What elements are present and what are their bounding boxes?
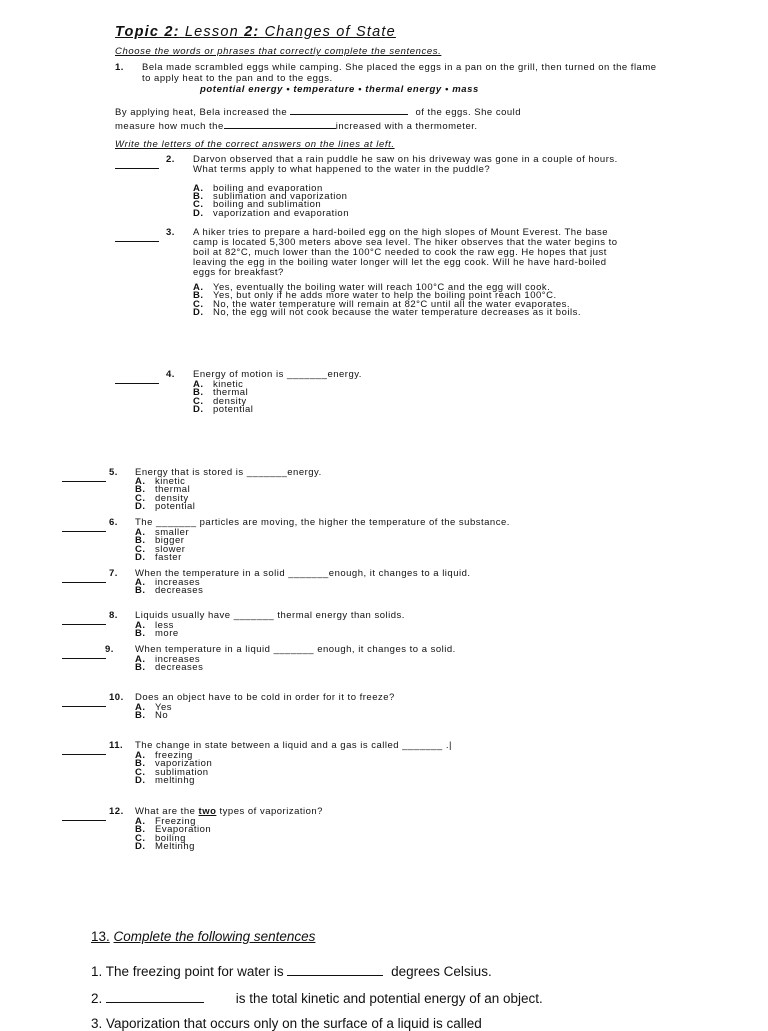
options-list — [135, 818, 211, 852]
option: D. potential — [193, 404, 254, 416]
section-heading: 13. Complete the following sentences — [91, 929, 316, 944]
question-number: 5. — [109, 467, 118, 478]
question-text: Bela made scrambled eggs while camping. She placed the eggs in a pan on the grill, then turned on the flame to apply heat to the pan and to the eggs. — [142, 62, 657, 84]
sentence-text: is the total kinetic and potential energy of an object. — [235, 991, 543, 1006]
option: B. Yes, but only if he adds more water to help the boiling point reach 100°C. — [193, 290, 557, 302]
options-list — [135, 752, 212, 786]
fill-sentence-2 — [115, 119, 478, 133]
sentence-3: 3. Vaporization that occurs only on the surface of a liquid is called — [91, 1016, 482, 1031]
option: B. decreases — [135, 585, 204, 597]
option: D. Meltinhg — [135, 841, 195, 853]
options-list — [135, 579, 203, 596]
answer-line[interactable] — [62, 519, 106, 537]
sentence-text: increased with a thermometer. — [335, 121, 478, 132]
sentence-text: of the eggs. She could — [415, 107, 522, 118]
option: B. sublimation and vaporization — [193, 191, 348, 203]
question-number: 11. — [109, 740, 124, 751]
question-number: 6. — [109, 517, 118, 528]
option: A. increases — [135, 654, 201, 665]
question-text: Does an object have to be cold in order for it to freeze? — [135, 692, 395, 703]
answer-line[interactable] — [115, 371, 159, 389]
option: A. freezing — [135, 750, 193, 761]
question-text: When the temperature in a solid _______enough, it changes to a liquid. — [135, 568, 471, 579]
sentence-1 — [91, 963, 492, 979]
option: A. less — [135, 620, 174, 631]
option: B. thermal — [135, 484, 191, 496]
options-list — [135, 529, 189, 563]
sentence-text: degrees Celsius. — [391, 964, 492, 979]
question-number: 12. — [109, 806, 124, 817]
answer-line[interactable] — [62, 808, 106, 826]
question-number: 10. — [109, 692, 124, 703]
answer-line[interactable] — [62, 646, 106, 664]
question-text: When temperature in a liquid _______ enough, it changes to a solid. — [135, 644, 456, 655]
option: D. potential — [135, 501, 196, 513]
answer-blank[interactable] — [106, 990, 204, 1003]
option: A. boiling and evaporation — [193, 183, 323, 194]
options-list — [193, 185, 349, 218]
option: B. more — [135, 628, 179, 640]
question-text: Darvon observed that a rain puddle he saw on his driveway was gone in a couple of hours. What terms apply to what happened to the water in the puddle? — [193, 154, 618, 175]
option: B. Evaporation — [135, 824, 212, 836]
option: A. Yes, eventually the boiling water will reach 100°C and the egg will cook. — [193, 282, 551, 293]
question-text: A hiker tries to prepare a hard-boiled egg on the high slopes of Mount Everest. The base camp is located 5,300 meters above sea level. The hiker observes that the water begins to boil at 82°C, much lower than the 100°C needed to cook the raw egg. He hopes that just leaving the egg in the boiling water longer will let the egg cook. Will he have hard-boiled eggs for breakfast? — [193, 227, 618, 278]
instructions-write-letters: Write the letters of the correct answers on the lines at left. — [115, 139, 395, 150]
question-text: Energy that is stored is _______energy. — [135, 467, 322, 478]
option: B. bigger — [135, 535, 185, 547]
question-number: 1. — [115, 62, 124, 73]
word-bank: potential energy • temperature • thermal energy • mass — [200, 84, 479, 95]
question-number: 8. — [109, 610, 118, 621]
option: B. No — [135, 710, 169, 722]
answer-line[interactable] — [62, 694, 106, 712]
answer-blank[interactable] — [224, 119, 336, 129]
options-list — [193, 284, 633, 318]
option: C. sublimation — [135, 766, 209, 778]
option: C. boiling — [135, 832, 186, 844]
options-list — [193, 381, 253, 415]
sentence-text: 1. The freezing point for water is — [91, 964, 284, 979]
option: D. meltinhg — [135, 775, 195, 787]
options-list — [135, 478, 195, 512]
answer-blank[interactable] — [287, 963, 383, 976]
question-text: The _______ particles are moving, the higher the temperature of the substance. — [135, 517, 510, 528]
option: A. smaller — [135, 527, 190, 538]
option: A. kinetic — [193, 379, 244, 390]
question-text: Liquids usually have _______ thermal energy than solids. — [135, 610, 405, 621]
option: B. vaporization — [135, 758, 213, 770]
question-number: 9. — [105, 644, 114, 655]
option: A. kinetic — [135, 476, 186, 487]
instructions-choose: Choose the words or phrases that correctly complete the sentences. — [115, 46, 442, 57]
option: D. faster — [135, 552, 182, 564]
answer-line[interactable] — [62, 612, 106, 630]
question-number: 4. — [166, 369, 175, 380]
option: C. boiling and sublimation — [193, 199, 322, 211]
option: A. Yes — [135, 702, 172, 713]
answer-line[interactable] — [115, 156, 159, 174]
option: D. vaporization and evaporation — [193, 207, 350, 219]
sentence-number: 2. — [91, 991, 103, 1006]
sentence-text: measure how much the — [115, 121, 224, 132]
option: A. increases — [135, 577, 201, 588]
sentence-text: By applying heat, Bela increased the — [115, 107, 288, 118]
answer-line[interactable] — [62, 469, 106, 487]
options-list — [135, 704, 172, 721]
option: C. density — [135, 492, 189, 504]
question-text: What are the two types of vaporization? — [135, 806, 323, 817]
options-list — [135, 622, 179, 639]
option: A. Freezing — [135, 816, 196, 827]
question-text: The change in state between a liquid and a gas is called _______ .| — [135, 740, 452, 751]
options-list — [135, 656, 203, 673]
question-number: 7. — [109, 568, 118, 579]
option: B. thermal — [193, 387, 249, 399]
option: B. decreases — [135, 662, 204, 674]
answer-line[interactable] — [62, 570, 106, 588]
option: C. slower — [135, 543, 186, 555]
answer-line[interactable] — [62, 742, 106, 760]
question-text: Energy of motion is _______energy. — [193, 369, 362, 380]
answer-line[interactable] — [115, 229, 159, 247]
option: C. density — [193, 395, 247, 407]
option: C. No, the water temperature will remain at 82°C until all the water evaporates. — [193, 298, 571, 310]
question-number: 3. — [166, 227, 175, 238]
answer-blank[interactable] — [290, 105, 408, 115]
fill-sentence-1 — [115, 105, 521, 119]
sentence-2 — [91, 990, 543, 1006]
question-number: 2. — [166, 154, 175, 165]
option: D. No, the egg will not cook because the water temperature decreases as it boils. — [193, 307, 581, 319]
page-title: Topic 2: Lesson 2: Changes of State — [115, 24, 396, 40]
